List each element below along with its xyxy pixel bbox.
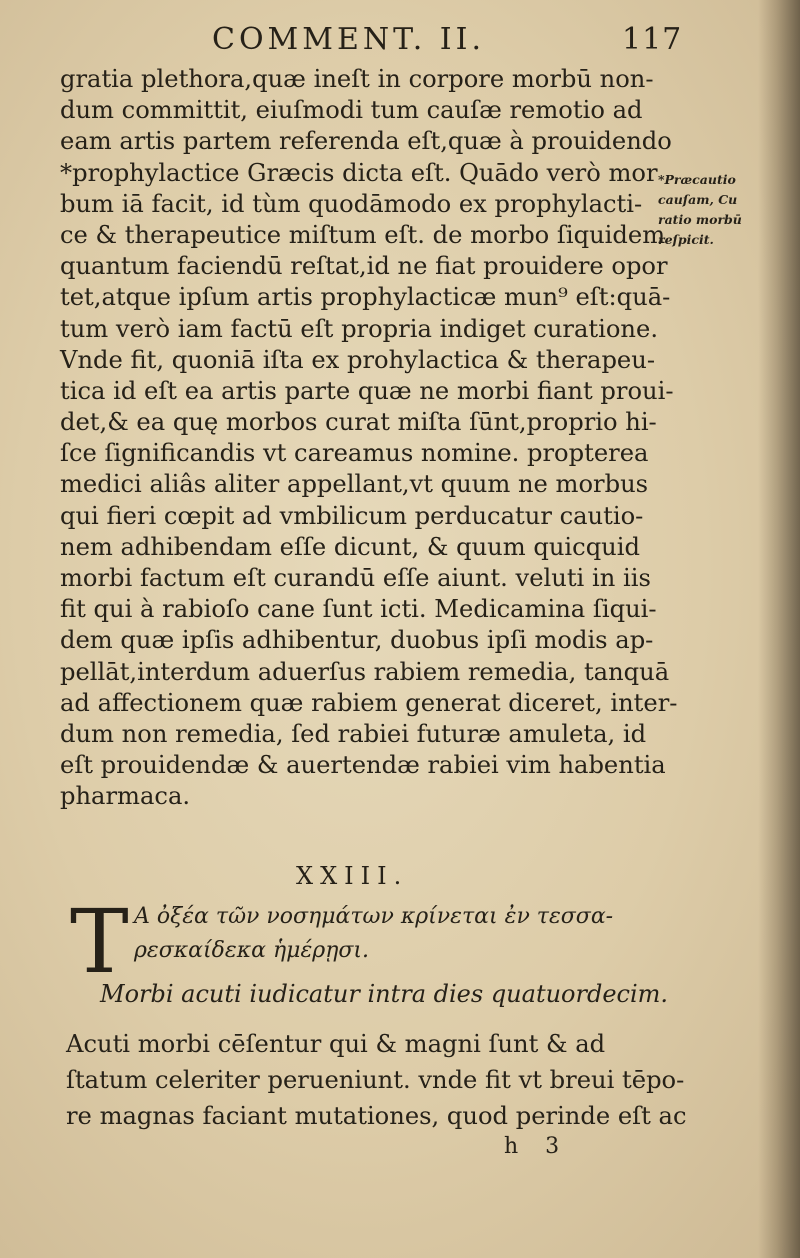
text-line: eam artis partem referenda eſt,quæ à prouidendo (60, 127, 672, 156)
text-line: qui fieri cœpit ad vmbilicum perducatur cautio- (60, 501, 644, 530)
text-line: pharmaca. (60, 782, 191, 811)
text-line: dem quæ ipſis adhibentur, duobus ipſi modis ap- (60, 626, 654, 655)
text-line: dum committit, eiuſmodi tum cauſæ remotio ad (60, 96, 643, 125)
latin-aphorism: Morbi acuti iudicatur intra dies quatuordecim. (100, 980, 669, 1008)
running-title: COMMENT. II. (212, 22, 486, 57)
text-line: eſt prouidendæ & auertendæ rabiei vim habentia (60, 751, 666, 780)
text-line: quantum faciendū reſtat,id ne fiat prouidere opor (60, 252, 668, 281)
section-heading: XXIII. (296, 862, 409, 890)
marginal-note-line: cauſam, Cu (658, 192, 738, 207)
marginal-note-line: *Præcautio (658, 172, 736, 187)
page-number: 117 (622, 22, 683, 57)
text-line: gratia plethora,quæ ineſt in corpore morbū non- (60, 65, 654, 93)
text-line: tet,atque ipſum artis prophylacticæ mun⁹ eſt:quā- (60, 283, 671, 312)
marginal-note-line: reſpicit. (658, 232, 714, 247)
text-line: fit qui à rabioſo cane ſunt icti. Medicamina ſiqui- (60, 595, 657, 624)
text-line: ſtatum celeriter perueniunt. vnde fit vt breui tēpo- (66, 1066, 685, 1094)
text-line: *prophylactice Græcis dicta eſt. Quādo verò mor (60, 158, 658, 187)
text-line: ce & therapeutice miſtum eſt. de morbo ſiquidem (60, 220, 666, 249)
text-line: medici aliâs aliter appellant,vt quum ne morbus (60, 470, 649, 499)
main-text-block (60, 64, 678, 813)
text-line: ad affectionem quæ rabiem generat diceret, inter- (60, 688, 678, 717)
drop-capital: T (70, 890, 129, 993)
marginal-note (658, 170, 768, 250)
text-line: ſce ſignificandis vt careamus nomine. propterea (60, 439, 649, 468)
text-line: dum non remedia, ſed rabiei futuræ amuleta, id (60, 719, 647, 748)
text-line: re magnas faciant mutationes, quod perinde eſt ac (66, 1102, 687, 1130)
greek-aphorism-line: Α ὀξέα τῶν νοσημάτων κρίνεται ἐν τεσσα- (134, 904, 614, 929)
marginal-note-line: ratio morbū (658, 212, 742, 227)
text-line: morbi factum eſt curandū eſſe aiunt. veluti in iis (60, 564, 651, 592)
text-line: nem adhibendam eſſe dicunt, & quum quicquid (60, 532, 640, 561)
text-line: tum verò iam factū eſt propria indiget curatione. (60, 314, 659, 343)
text-line: bum iā facit, id tùm quodāmodo ex prophylacti- (60, 189, 643, 218)
text-line: tica id eſt ea artis parte quæ ne morbi fiant proui- (60, 376, 674, 405)
commentary-block (66, 1026, 687, 1134)
text-line: Vnde fit, quoniā iſta ex prohylactica & therapeu- (60, 345, 655, 374)
signature-mark: h 3 (504, 1134, 570, 1159)
text-line: pellāt,interdum aduerſus rabiem remedia, tanquā (60, 657, 670, 686)
text-line: Acuti morbi cēſentur qui & magni ſunt & ad (66, 1030, 606, 1058)
text-line: det,& ea quę morbos curat miſta ſūnt,proprio hi- (60, 408, 657, 437)
page-header (0, 22, 800, 62)
greek-aphorism-line: ρεσκαίδεκα ἡμέρῃσι. (134, 938, 370, 963)
